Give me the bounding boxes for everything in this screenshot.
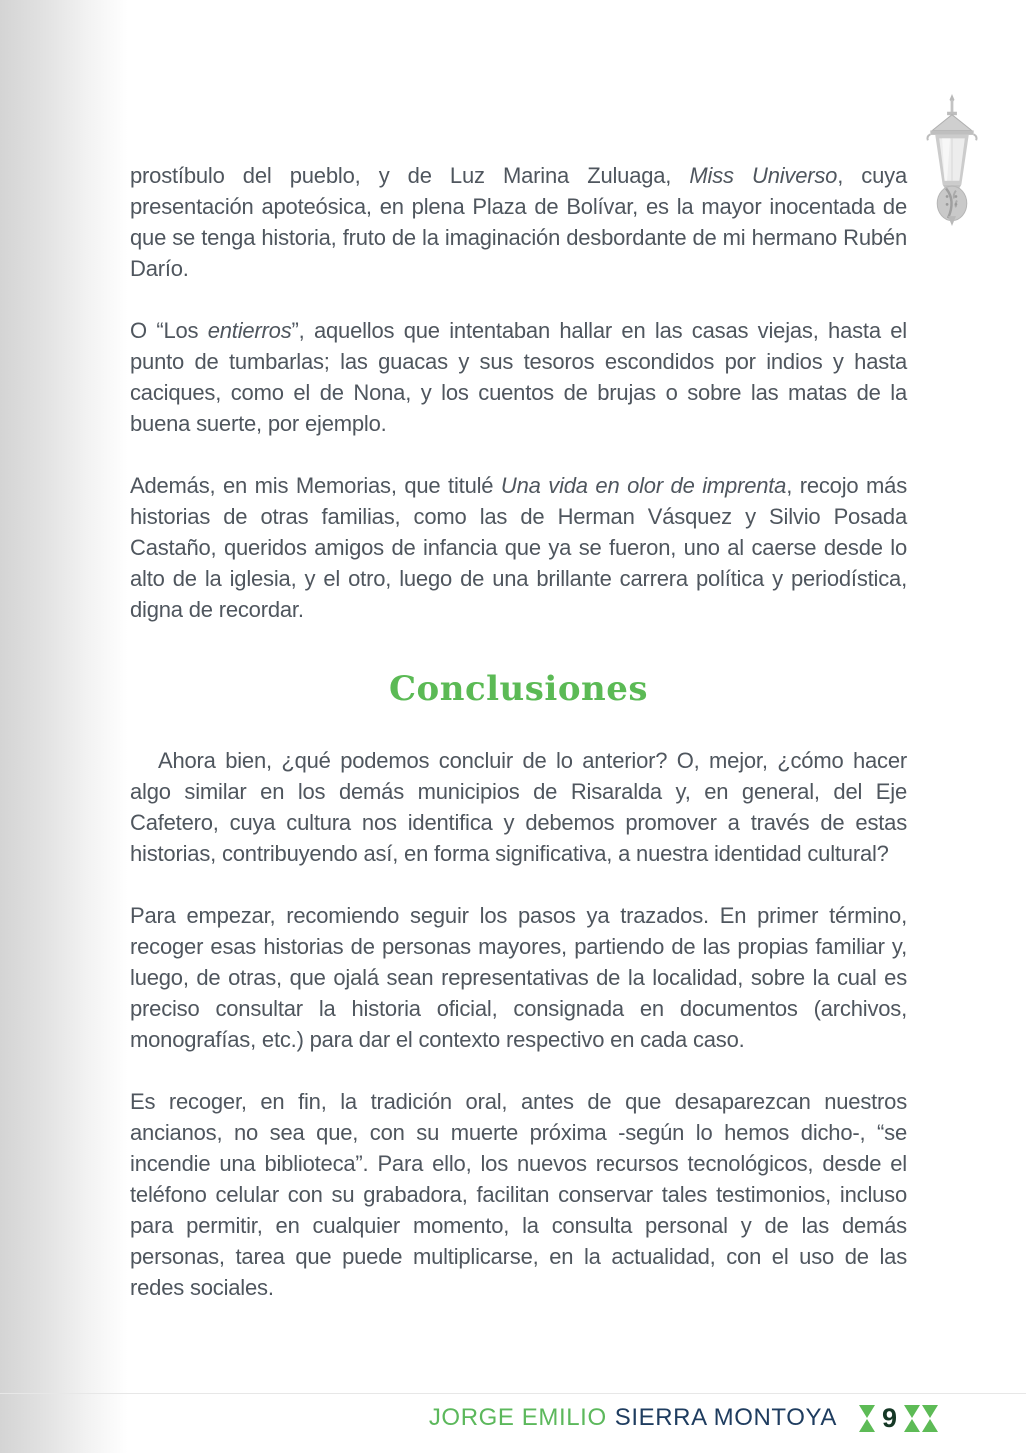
author-name-last: SIERRA MONTOYA xyxy=(614,1404,837,1431)
paragraph: Para empezar, recomiendo seguir los pasos ya trazados. En primer término, recoger esas historias de personas mayores, partiendo de las propias familiar y, luego, de otras, que ojalá sean representativas de la localidad, sobre la cual es preciso consultar la historia oficial, consignada en documentos (archivos, monografías, etc.) para dar el contexto respectivo en cada caso. xyxy=(130,903,907,1052)
double-hourglass-icon xyxy=(904,1405,938,1432)
page-number: 9 xyxy=(881,1402,897,1433)
text-column xyxy=(130,160,907,1334)
paragraph: Es recoger, en fin, la tradición oral, antes de que desaparezcan nuestros ancianos, no sea que, con su muerte próxima -según lo hemos dicho-, “se incendie una biblioteca”. Para ello, los nuevos recursos tecnológicos, desde el teléfono celular con su grabadora, facilitan conservar tales testimonios, incluso para permitir, en cualquier momento, la consulta personal y de las demás personas, tarea que puede multiplicarse, en la actualidad, con el uso de las redes sociales. xyxy=(130,1089,907,1300)
paragraph: prostíbulo del pueblo, y de Luz Marina Zuluaga, Miss Universo, cuya presentación apoteósica, en plena Plaza de Bolívar, es la mayor inocentada de que se tenga historia, fruto de la imaginación desbordante de mi hermano Rubén Darío. xyxy=(130,163,907,281)
section-heading: Conclusiones xyxy=(388,669,649,709)
author-name-first: JORGE EMILIO xyxy=(428,1404,607,1431)
paragraph: Ahora bien, ¿qué podemos concluir de lo anterior? O, mejor, ¿cómo hacer algo similar en los demás municipios de Risaralda y, en general, del Eje Cafetero, cuya cultura nos identifica y debemos promover a través de estas historias, contribuyendo así, en forma significativa, a nuestra identidad cultural? xyxy=(130,748,907,866)
wall-lantern-icon xyxy=(912,94,992,228)
paragraph: Además, en mis Memorias, que titulé Una vida en olor de imprenta, recojo más historias de otras familias, como las de Herman Vásquez y Silvio Posada Castaño, queridos amigos de infancia que ya se fueron, uno al caerse desde lo alto de la iglesia, y el otro, luego de una brillante carrera política y periodística, digna de recordar. xyxy=(130,473,907,622)
page-footer xyxy=(429,1400,938,1436)
hourglass-icon xyxy=(859,1405,875,1432)
paragraph: O “Los entierros”, aquellos que intentaban hallar en las casas viejas, hasta el punto de tumbarlas; las guacas y sus tesoros escondidos por indios y hasta caciques, como el de Nona, y los cuentos de brujas o sobre las matas de la buena suerte, por ejemplo. xyxy=(130,318,907,436)
page-gutter-shadow xyxy=(0,0,128,1453)
page-bottom-edge xyxy=(0,1393,1026,1394)
